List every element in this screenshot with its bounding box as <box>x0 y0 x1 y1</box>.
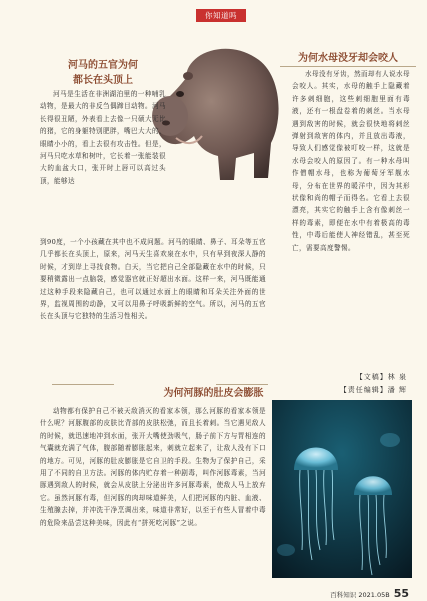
hippo-paragraph-b: 到90度，一个小孩藏在其中也不成问题。河马的眼睛、鼻子、耳朵等五官几乎都长在头顶上，原来，河马天生喜欢泉在水中，只有早到夜深人静的时候，才到岸上寻找食物。白天，当它把自己全部隐藏在水中的时候，只要稍微露出一点脑袋，感觉器官就正好超出水面。这样一来，河马既能通过这种手段来隐藏自己，也可以通过水面上的眼睛和耳朵关注外面的世界，监视周围的动静，又可以用鼻子呼吸新鲜的空气。所以，河马的五官长在头顶与它独特的生活习性相关。 <box>40 238 266 321</box>
puffer-rule-left <box>52 384 114 385</box>
editor-name: 潘 辉 <box>387 386 407 394</box>
jellyfish-title: 为何水母没牙却会咬人 <box>298 53 398 64</box>
hippo-title-line1: 河马的五官为何 <box>68 60 138 71</box>
jellyfish-photo <box>272 400 412 578</box>
author-credit <box>356 372 407 382</box>
section-tag: 你知道吗 <box>196 9 246 22</box>
hippo-title <box>38 58 168 88</box>
author-label: 【文稿】 <box>355 373 388 381</box>
pufferfish-paragraph: 动物都有保护自己不被天敌消灭的看家本领，那么河豚的看家本领是什么呢？河豚腹部的皮肤比背部的皮肤松弛，而且长着刺。当它遇见敌人的时候，就迅速地冲到水面，张开大嘴使劲吸气，肠子前下方与胃相连的气囊就充满了气体，腹部随着膨胀起来，刺就立起来了，让敌人没有下口的地方。可见，河豚的肚皮膨胀是它自卫的手段。生物为了保护自己，采用了不同的自卫方法。河豚的体内贮存着一种剧毒，叫作河豚毒素，当河豚遇到敌人的时候，就会从皮肤上分泌出许多河豚毒素，使敌人马上放弃它。虽然河豚有毒，但河豚的肉却味道鲜美，人们把河豚的内脏、血液、生殖腺去掉，并冲洗干净烹调出来，味道非常好，以至于有些人冒着中毒的危险来品尝这种美味，因此有“拼死吃河豚”之说。 <box>40 407 266 527</box>
hippo-title-line2: 都长在头顶上 <box>73 75 133 86</box>
page-number: 55 <box>393 587 409 600</box>
jellyfish-title-rule <box>280 66 416 67</box>
author-name: 林 泉 <box>387 373 407 381</box>
pufferfish-title: 为何河豚的肚皮会膨胀 <box>163 388 264 399</box>
puffer-rule-right <box>216 384 268 385</box>
magazine-issue: 百科知识 2021.05B <box>330 591 390 599</box>
editor-label: 【责任编辑】 <box>339 386 388 394</box>
jellyfish-paragraph: 水母没有牙齿，然而却有人说水母会咬人。其实，水母的触手上隐藏着许多刺细胞，这些刺细胞里面有毒液，还有一根盘卷着的刺丝。当水母遇到敌害的时候，就会很快地将刺丝弹射到敌害的体内，并且放出毒液，导致人们感觉像被叮咬一样，这就是水母会咬人的原因了。有一种水母叫作僧帽水母，也称为葡萄牙军舰水母，分布在世界的暖洋中，因为其形状像和尚的帽子而得名。它看上去很漂亮，其实它的触手上含有像刺丝一样的毒素，即便在水中有着极高的毒性，中毒后能使人神经错乱，甚至死亡，需要高度警惕。 <box>292 70 410 252</box>
page-footer <box>330 587 409 600</box>
hippo-paragraph-a: 河马是生活在非洲湖泊里的一种哺乳动物，是最大的非反刍偶蹄目动物。河马长得很丑陋，外表看上去像一只硕大无比的猪，它的身躯特别肥胖，嘴巴大大的，眼睛小小的，看上去很有攻击性。但是，河马只吃水草和树叶，它长着一张能装很大的血盆大口，张开时上唇可以高过头顶，能够达 <box>40 90 166 185</box>
hippo-illustration <box>146 28 286 188</box>
